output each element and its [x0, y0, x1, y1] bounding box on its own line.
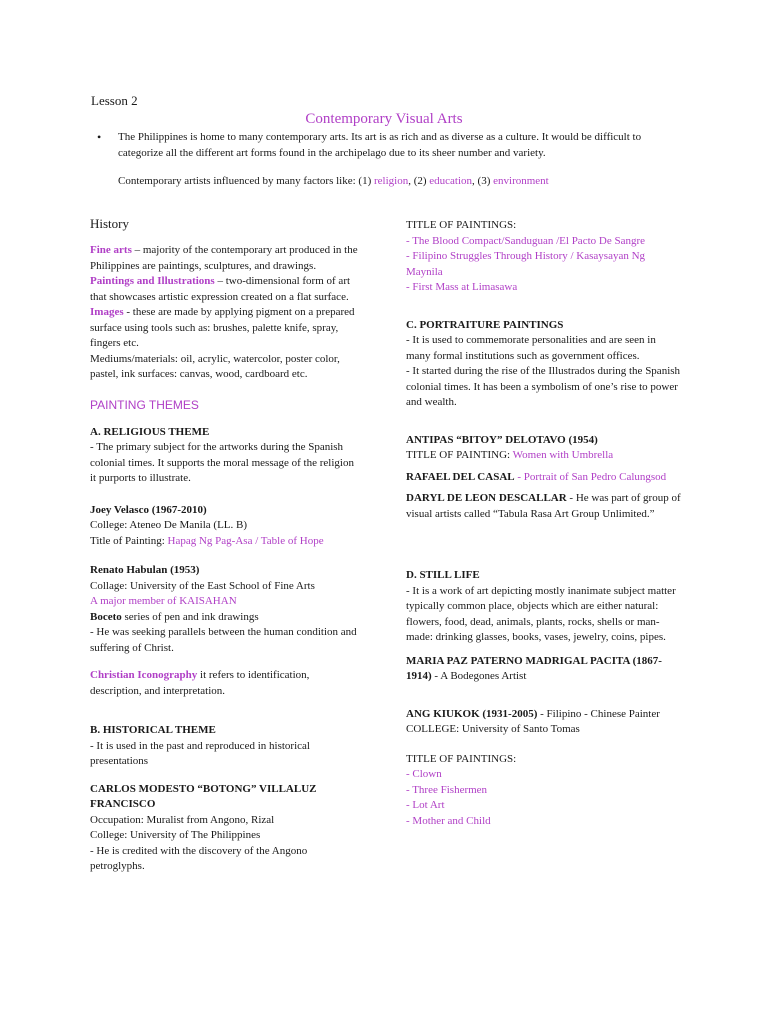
pacita-line — [406, 654, 682, 685]
left-column — [90, 215, 360, 875]
kiukok-title-item: - Clown — [406, 768, 442, 780]
velasco-painting-title: Hapag Ng Pag-Asa / Table of Hope — [167, 534, 324, 547]
velasco-name: Joey Velasco (1967-2010) — [90, 503, 207, 516]
factors-prefix: Contemporary artists influenced by many factors like: (1) — [118, 175, 372, 187]
pacita-text: - A Bodegones Artist — [431, 670, 527, 682]
fine-arts-paragraph — [90, 243, 360, 274]
factors-sep-2: , (3) — [472, 175, 491, 187]
habulan-text: - He was seeking parallels between the human condition and suffering of Christ. — [90, 626, 357, 654]
delcasal-painting: Portrait of San Pedro Calungsod — [523, 470, 667, 483]
iconography-text: it refers to identification, description, and interpretation. — [90, 669, 310, 697]
delcasal-name: RAFAEL DEL CASAL — [406, 470, 515, 483]
francisco-name: CARLOS MODESTO “BOTONG” VILLALUZ FRANCISCO — [90, 782, 317, 810]
factors-sep-1: , (2) — [408, 175, 427, 187]
images-text: - these are made by applying pigment on a prepared surface using tools such as: brushes, palette knife, spray, fingers etc. — [90, 306, 355, 349]
delotavo-painting — [406, 448, 682, 464]
historical-theme-heading: B. HISTORICAL THEME — [90, 724, 216, 736]
paintings-text: – two-dimensional form of art that showcases artistic expression created on a flat surface. — [90, 275, 351, 303]
boceto-text: series of pen and ink drawings — [121, 610, 259, 623]
portraiture-text-2: - It started during the rise of the Illustrados during the Spanish colonial times. It has been a symbolism of one’s rise to power and wealth. — [406, 365, 681, 408]
images-paragraph — [90, 305, 360, 352]
factor-education: education — [429, 175, 473, 187]
boceto-line — [90, 610, 360, 626]
kiukok-text: - Filipino - Chinese Painter — [537, 707, 660, 720]
kiukok-titles-label: TITLE OF PAINTINGS: — [406, 752, 517, 765]
francisco-occupation: Occupation: Muralist from Angono, Rizal — [90, 813, 275, 826]
descallar-text: - He was part of group of visual artists called “Tabula Rasa Art Group Unlimited.” — [406, 492, 681, 520]
historical-titles-label: TITLE OF PAINTINGS: — [406, 219, 517, 231]
kiukok-college: COLLEGE: University of Santo Tomas — [406, 723, 580, 735]
delcasal-line — [406, 470, 682, 486]
still-life-text: - It is a work of art depicting mostly inanimate subject matter typically common place, objects which are either natural: flowers, food, dead, animals, plants, rocks, shells or man-made: drinking glasses, books, vases, jewelry, coins, pipes. — [406, 584, 676, 643]
historical-title-item: - The Blood Compact/Sanduguan /El Pacto De Sangre — [406, 234, 646, 247]
descallar-name: DARYL DE LEON DESCALLAR — [406, 492, 567, 504]
kiukok-line — [406, 707, 682, 723]
francisco-college: College: University of The Philippines — [90, 829, 261, 841]
historical-title-item: - First Mass at Limasawa — [406, 281, 518, 293]
fine-arts-text: – majority of the contemporary art produced in the Philippines are paintings, sculptures, and drawings. — [90, 244, 358, 272]
velasco-college: College: Ateneo De Manila (LL. B) — [90, 519, 248, 531]
paintings-term: Paintings and Illustrations — [90, 275, 215, 287]
pacita-name: MARIA PAZ PATERNO MADRIGAL PACITA (1867-1914) — [406, 654, 662, 682]
habulan-member: A major member of KAISAHAN — [90, 595, 237, 607]
intro-bullet-marker: • — [97, 130, 102, 144]
kiukok-title-item: - Lot Art — [406, 799, 445, 811]
painting-themes-heading: PAINTING THEMES — [90, 397, 199, 412]
kiukok-title-item: - Three Fishermen — [406, 783, 488, 796]
page-title: Contemporary Visual Arts — [305, 111, 463, 127]
kiukok-title-item: - Mother and Child — [406, 814, 491, 827]
habulan-college: Collage: University of the East School of Fine Arts — [90, 579, 315, 592]
historical-theme-text: - It is used in the past and reproduced in historical presentations — [90, 739, 310, 767]
portraiture-heading: C. PORTRAITURE PAINTINGS — [406, 318, 564, 331]
descallar-line — [406, 491, 682, 522]
religious-theme-text: - The primary subject for the artworks during the Spanish colonial times. It supports the moral message of the religion it purports to illustrate. — [90, 441, 354, 484]
delcasal-sep: - — [514, 470, 524, 483]
velasco-painting — [90, 534, 360, 550]
intro-bullet-text: The Philippines is home to many contemporary arts. Its art is as rich and as diverse as a culture. It would be difficult to categorize all the different art forms found in the archipelago due to its sheer number and variety. — [118, 131, 642, 159]
delotavo-painting-label: TITLE OF PAINTING: — [406, 449, 513, 461]
kiukok-name: ANG KIUKOK (1931-2005) — [406, 707, 538, 720]
religious-theme-heading: A. RELIGIOUS THEME — [90, 425, 210, 438]
delotavo-name: ANTIPAS “BITOY” DELOTAVO (1954) — [406, 433, 598, 446]
images-term: Images — [90, 306, 124, 318]
fine-arts-term: Fine arts — [90, 244, 132, 256]
velasco-painting-label: Title of Painting: — [90, 534, 168, 547]
history-heading: History — [90, 216, 129, 231]
right-column — [406, 218, 682, 829]
boceto-term: Boceto — [90, 610, 122, 623]
iconography-paragraph — [90, 668, 360, 699]
iconography-term: Christian Iconography — [90, 669, 198, 681]
factor-environment: environment — [493, 175, 549, 187]
mediums-paragraph: Mediums/materials: oil, acrylic, watercolor, poster color, pastel, ink surfaces: canvas, wood, cardboard etc. — [90, 352, 340, 380]
francisco-text: - He is credited with the discovery of the Angono petroglyphs. — [90, 844, 308, 872]
paintings-paragraph — [90, 274, 360, 305]
factor-religion: religion — [373, 175, 409, 187]
delotavo-painting-title: Women with Umbrella — [512, 449, 614, 461]
lesson-label: Lesson 2 — [91, 93, 138, 108]
historical-title-item: - Filipino Struggles Through History / Kasaysayan Ng Maynila — [406, 250, 646, 278]
portraiture-text-1: - It is used to commemorate personalities and are seen in many formal institutions such as government offices. — [406, 334, 656, 362]
influence-factors — [118, 174, 718, 190]
still-life-heading: D. STILL LIFE — [406, 569, 480, 581]
habulan-name: Renato Habulan (1953) — [90, 564, 200, 576]
